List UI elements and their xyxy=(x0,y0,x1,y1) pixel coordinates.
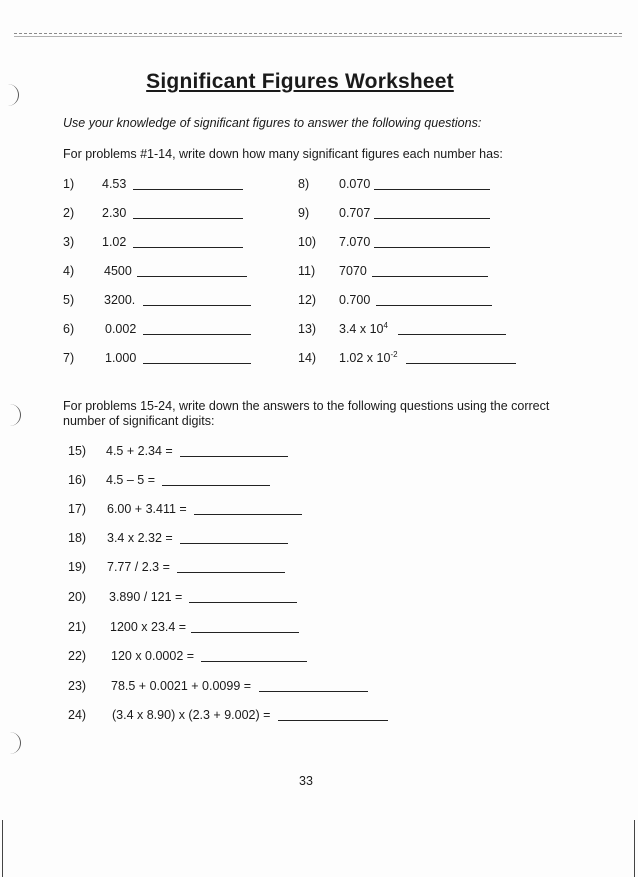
problem-value: 2.30 xyxy=(102,206,127,220)
answer-blank xyxy=(278,720,388,721)
problem-value: 0.700 xyxy=(339,293,371,307)
problem-expression: 4.5 + 2.34 = xyxy=(106,444,173,458)
answer-blank xyxy=(180,543,288,544)
problem-number: 10) xyxy=(298,235,317,249)
problem-expression: 120 x 0.0002 = xyxy=(111,649,195,663)
problem-value: 7.070 xyxy=(339,235,371,249)
section2-heading: For problems 15-24, write down the answers to the following questions using the correct number of significant digits: xyxy=(63,399,550,428)
problem-value: 0.002 xyxy=(105,322,137,336)
answer-blank xyxy=(374,218,490,219)
problem-number: 17) xyxy=(68,502,87,516)
problem-number: 19) xyxy=(68,560,87,574)
problem-number: 21) xyxy=(68,620,87,634)
answer-blank xyxy=(194,514,302,515)
answer-blank xyxy=(143,305,251,306)
problem-expression: 4.5 – 5 = xyxy=(106,473,155,487)
problem-number: 24) xyxy=(68,708,87,722)
answer-blank xyxy=(143,363,251,364)
answer-blank xyxy=(259,691,368,692)
answer-blank xyxy=(376,305,492,306)
answer-blank xyxy=(374,247,490,248)
answer-blank xyxy=(398,334,506,335)
answer-blank xyxy=(406,363,516,364)
problem-number: 7) xyxy=(63,351,75,365)
problem-value: 3200. xyxy=(104,293,136,307)
scan-edge-left xyxy=(2,820,3,877)
problem-value xyxy=(339,321,388,337)
problem-number: 3) xyxy=(63,235,75,249)
exponent: -2 xyxy=(390,349,398,359)
scan-edge-right xyxy=(634,820,635,877)
answer-blank xyxy=(177,572,285,573)
exponent: 4 xyxy=(383,320,388,330)
problem-number: 2) xyxy=(63,206,75,220)
problem-value: 0.070 xyxy=(339,177,371,191)
top-rule-2 xyxy=(14,36,622,37)
problem-value xyxy=(339,350,398,366)
problem-number: 22) xyxy=(68,649,87,663)
punch-hole-mark xyxy=(10,404,21,426)
problem-value: 1.02 xyxy=(102,235,127,249)
answer-blank xyxy=(143,334,251,335)
problem-number: 16) xyxy=(68,473,87,487)
answer-blank xyxy=(137,276,247,277)
worksheet-title: Significant Figures Worksheet xyxy=(146,70,454,93)
problem-number: 20) xyxy=(68,590,87,604)
exponent-base: 1.02 x 10 xyxy=(339,351,391,365)
answer-blank xyxy=(372,276,488,277)
section1-heading: For problems #1-14, write down how many significant figures each number has: xyxy=(63,147,503,161)
answer-blank xyxy=(133,218,243,219)
problem-number: 5) xyxy=(63,293,75,307)
problem-number: 18) xyxy=(68,531,87,545)
problem-expression: 3.890 / 121 = xyxy=(109,590,183,604)
problem-number: 15) xyxy=(68,444,87,458)
problem-expression: 78.5 + 0.0021 + 0.0099 = xyxy=(111,679,252,693)
problem-number: 1) xyxy=(63,177,75,191)
answer-blank xyxy=(180,456,288,457)
problem-value: 4.53 xyxy=(102,177,127,191)
problem-number: 4) xyxy=(63,264,75,278)
answer-blank xyxy=(162,485,270,486)
problem-expression: 6.00 + 3.411 = xyxy=(107,502,187,516)
problem-number: 6) xyxy=(63,322,75,336)
problem-value: 4500 xyxy=(104,264,132,278)
problem-number: 14) xyxy=(298,351,317,365)
answer-blank xyxy=(133,189,243,190)
answer-blank xyxy=(133,247,243,248)
problem-number: 9) xyxy=(298,206,310,220)
top-rule xyxy=(14,33,622,34)
problem-number: 13) xyxy=(298,322,317,336)
answer-blank xyxy=(189,602,297,603)
problem-number: 12) xyxy=(298,293,317,307)
problem-value: 1.000 xyxy=(105,351,137,365)
problem-expression: 3.4 x 2.32 = xyxy=(107,531,173,545)
problem-number: 8) xyxy=(298,177,310,191)
answer-blank xyxy=(191,632,299,633)
page-number: 33 xyxy=(299,774,313,788)
problem-number: 11) xyxy=(298,264,316,278)
instructions: Use your knowledge of significant figures to answer the following questions: xyxy=(63,116,482,130)
problem-expression: 1200 x 23.4 = xyxy=(110,620,187,634)
punch-hole-mark xyxy=(10,732,21,754)
answer-blank xyxy=(201,661,307,662)
problem-expression: (3.4 x 8.90) x (2.3 + 9.002) = xyxy=(112,708,271,722)
answer-blank xyxy=(374,189,490,190)
exponent-base: 3.4 x 10 xyxy=(339,322,384,336)
problem-number: 23) xyxy=(68,679,87,693)
problem-value: 0.707 xyxy=(339,206,371,220)
problem-value: 7070 xyxy=(339,264,367,278)
problem-expression: 7.77 / 2.3 = xyxy=(107,560,170,574)
